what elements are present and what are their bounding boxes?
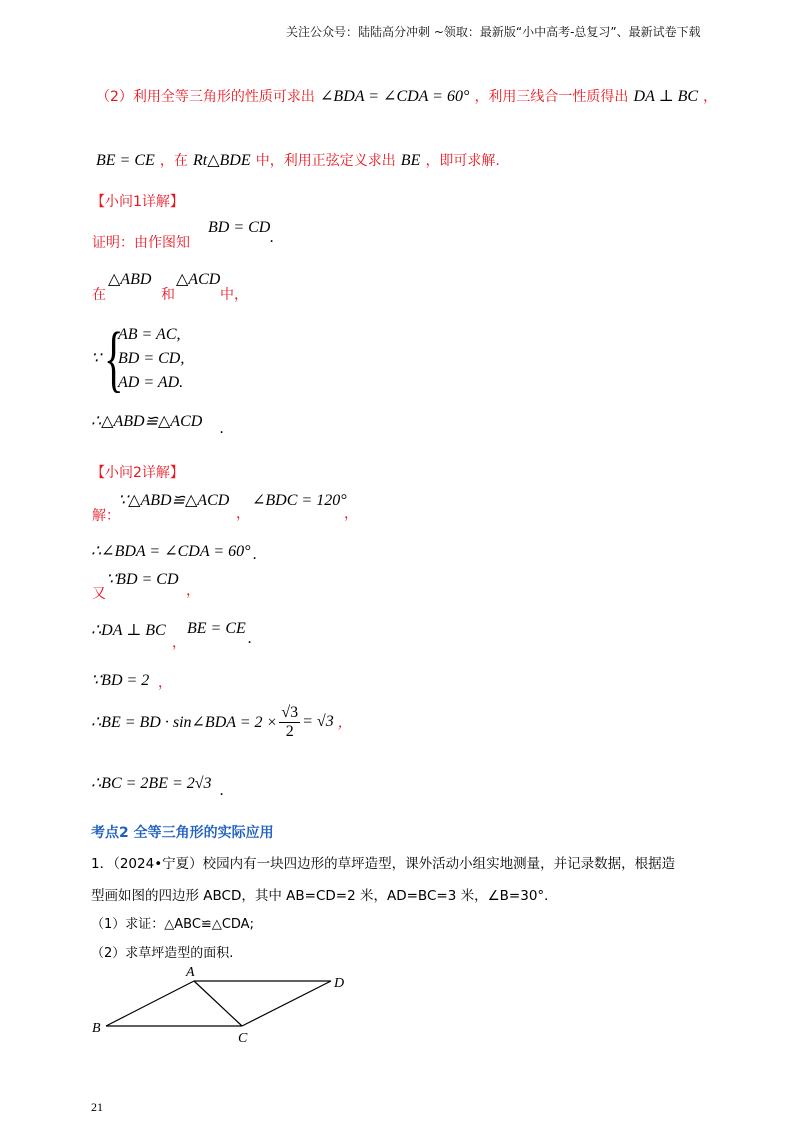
hint-text: ，在 xyxy=(159,153,188,169)
hint-text: （2）利用全等三角形的性质可求出 xyxy=(96,89,315,105)
sub2-l1-math2: ∠BDC = 120° xyxy=(252,492,347,509)
label-d: D xyxy=(334,976,345,991)
sub1-zhong: 中， xyxy=(220,287,248,303)
hint-math: BE xyxy=(400,152,421,169)
sub2-l7-end: . xyxy=(220,782,224,799)
sub1-heading: 【小问1详解】 xyxy=(91,194,184,210)
sub2-you-label: 又 xyxy=(92,586,106,602)
sub2-l6-pre: ∴BE = BD · sin∠BDA = 2 × xyxy=(91,714,278,731)
label-b: B xyxy=(92,1021,101,1036)
quadrilateral-figure xyxy=(80,960,370,1050)
sub2-l5-end: ， xyxy=(158,675,172,691)
fraction xyxy=(279,704,300,741)
hint-line-2 xyxy=(96,150,500,170)
sub2-l4b: BE = CE xyxy=(187,620,246,637)
sub2-l1-end: ， xyxy=(344,506,358,522)
hint-line-1 xyxy=(96,86,717,106)
sub2-l2-end: . xyxy=(253,546,257,563)
sub2-l3-end: ， xyxy=(186,583,200,599)
label-a: A xyxy=(186,965,195,980)
system-eq-3: AD = AD. xyxy=(118,374,184,391)
because-symbol: ∵ xyxy=(91,350,102,367)
label-c: C xyxy=(238,1031,248,1046)
sub2-l4-sep: ， xyxy=(172,635,186,651)
hint-math: BE = CE xyxy=(96,152,155,169)
sub1-tri2: △ACD xyxy=(176,271,221,288)
page-header: 关注公众号：陆陆高分冲刺 ~领取：最新版“小中高考-总复习”、最新试卷下载 xyxy=(286,25,701,39)
problem-q2: （2）求草坪造型的面积. xyxy=(91,946,234,961)
sub1-proof-end: . xyxy=(270,229,274,246)
hint-math: ∠BDA = ∠CDA = 60° xyxy=(320,88,470,105)
sub1-proof-label: 证明：由作图知 xyxy=(92,235,190,251)
edge-dc xyxy=(242,981,331,1026)
sub2-l6-end: ， xyxy=(337,715,352,731)
sub2-heading: 【小问2详解】 xyxy=(91,465,184,481)
sub2-l6-post: = √3 xyxy=(302,713,334,730)
sub2-l1-math: ∵△ABD≌△ACD xyxy=(118,492,230,509)
sub2-l2: ∴∠BDA = ∠CDA = 60° xyxy=(91,543,251,560)
sub1-conclusion: ∴△ABD≌△ACD xyxy=(91,413,203,430)
sub2-l4a: ∴DA ⊥ BC xyxy=(91,622,166,639)
hint-math: Rt△BDE xyxy=(192,152,251,169)
hint-text: ，即可求解. xyxy=(425,153,500,169)
sub1-tri1: △ABD xyxy=(108,271,152,288)
fraction-numerator: √3 xyxy=(281,703,299,721)
hint-text: ，利用三线合一性质得出 xyxy=(474,89,629,105)
sub1-proof-math: BD = CD xyxy=(208,219,271,236)
sub2-l5: ∵BD = 2 xyxy=(91,672,150,689)
problem-q1: （1）求证：△ABC≌△CDA; xyxy=(91,917,254,932)
sub2-l3: ∵BD = CD xyxy=(106,571,179,588)
sub1-in-label: 在 xyxy=(92,287,106,303)
page-number: 21 xyxy=(91,1100,103,1114)
hint-text: 中，利用正弦定义求出 xyxy=(255,153,396,169)
edge-ab xyxy=(106,981,194,1026)
system-eq-1: AB = AC, xyxy=(118,326,181,343)
sub2-sol-label: 解： xyxy=(92,508,120,524)
sub1-and-label: 和 xyxy=(161,287,175,303)
fraction-denominator: 2 xyxy=(285,722,294,740)
problem-line-2: 型画如图的四边形 ABCD，其中 AB=CD=2 米，AD=BC=3 米，∠B=30°． xyxy=(91,888,558,904)
sub1-conclusion-end: . xyxy=(220,420,224,437)
hint-math: DA ⊥ BC xyxy=(633,88,699,105)
diagonal-ac xyxy=(194,981,242,1026)
hint-text: ， xyxy=(703,89,718,105)
problem-line-1: 1．（2024•宁夏）校园内有一块四边形的草坪造型，课外活动小组实地测量，并记录数据，根据造 xyxy=(91,856,676,872)
system-eq-2: BD = CD, xyxy=(118,350,185,367)
sub2-l4-end: . xyxy=(248,630,252,647)
sub2-l1-sep: ， xyxy=(236,506,250,522)
sub2-l6 xyxy=(91,701,352,743)
section-title: 考点2 全等三角形的实际应用 xyxy=(91,825,274,841)
sub2-l7: ∴BC = 2BE = 2√3 xyxy=(91,775,212,792)
